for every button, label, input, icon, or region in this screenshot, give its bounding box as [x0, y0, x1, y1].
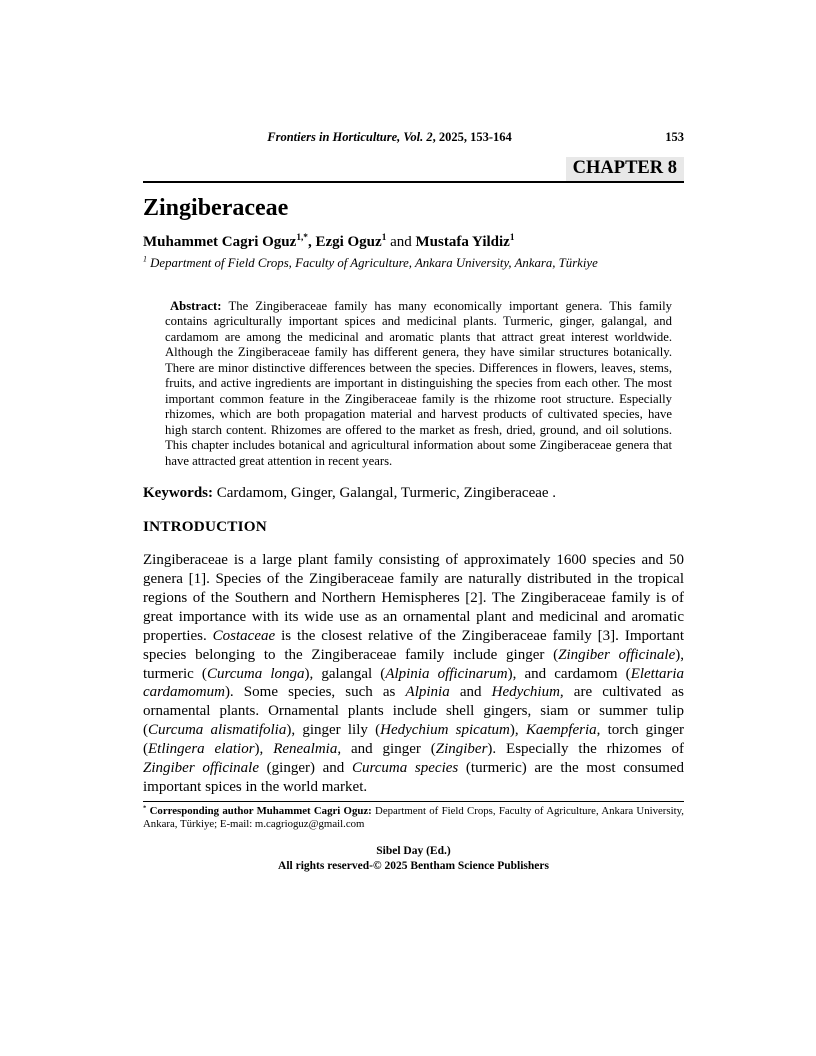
page-number: 153 — [665, 130, 684, 144]
editor-line: Sibel Day (Ed.) — [376, 845, 451, 858]
chapter-rule — [143, 157, 684, 183]
chapter-badge: CHAPTER 8 — [566, 157, 684, 181]
page-title: Zingiberaceae — [143, 195, 289, 221]
journal-reference: Frontiers in Horticulture, Vol. 2, 2025, 153-164 — [267, 130, 512, 144]
section-heading-introduction: INTRODUCTION — [143, 518, 267, 536]
publisher-footer — [143, 844, 684, 873]
author-affiliation: $^1$ Department of Field Crops, Faculty of Agriculture, Ankara University, Ankara, Türkiye — [143, 254, 598, 270]
introduction-paragraph: Zingiberaceae is a large plant family consisting of approximately 1600 species and 50 genera [1]. Species of the Zingiberaceae family are naturally distributed in the tropical regions of the Southern and Northern Hemispheres [2]. The Zingiberaceae family is of great importance with its wide use as an ornamental plant and medicinal and aromatic properties. Costaceae is the closest relative of the Zingiberaceae family [3]. Important species belonging to the Zingiberaceae family include ginger (Zingiber officinale), turmeric (Curcuma longa), galangal (Alpinia officinarum), and cardamom (Elettaria cardamomum). Some species, such as Alpinia and Hedychium, are cultivated as ornamental plants. Ornamental plants include shell gingers, siam or summer tulip (Curcuma alismatifolia), ginger lily (Hedychium spicatum), Kaempferia, torch ginger (Etlingera elatior), Renealmia, and ginger (Zingiber). Especially the rhizomes of Zingiber officinale (ginger) and Curcuma species (turmeric) are the most consumed important spices in the world market. — [143, 552, 685, 795]
abstract-paragraph: Abstract: The Zingiberaceae family has many economically important genera. This family contains agriculturally important spices and medicinal plants. Turmeric, ginger, galangal, and cardamom are among the medicinal and aromatic plants that attract great interest worldwide. Although the Zingiberaceae family has different genera, they have similar structures botanically. There are minor distinctive differences between the species. Differences in flowers, leaves, stems, fruits, and active ingredients are important in distinguishing the species from each other. The most important common feature in the Zingiberaceae family is the rhizome root structure. Especially rhizomes, which are both propagation material and harvest products of cultivated species, have high starch content. Rhizomes are offered to the market as fresh, dried, ground, and oil solutions. This chapter includes botanical and agricultural information about some Zingiberaceae genera that have attracted great attention in recent years. — [165, 298, 672, 468]
keywords-line: Keywords: Cardamom, Ginger, Galangal, Turmeric, Zingiberaceae . — [143, 485, 557, 502]
running-head — [143, 130, 684, 146]
rights-line: All rights reserved-© 2025 Bentham Science Publishers — [278, 859, 549, 872]
corresponding-author-footnote: * Corresponding author Muhammet Cagri Oguz: Department of Field Crops, Faculty of Agriculture, Ankara University, Ankara, Türkiye; E-mail: m.cagrioguz@gmail.com — [143, 804, 685, 831]
author-byline: Muhammet Cagri Oguz$^{1,*}$, Ezgi Oguz$^1$ and Mustafa Yildiz$^1$ — [143, 232, 515, 250]
footnote-divider — [143, 801, 684, 802]
